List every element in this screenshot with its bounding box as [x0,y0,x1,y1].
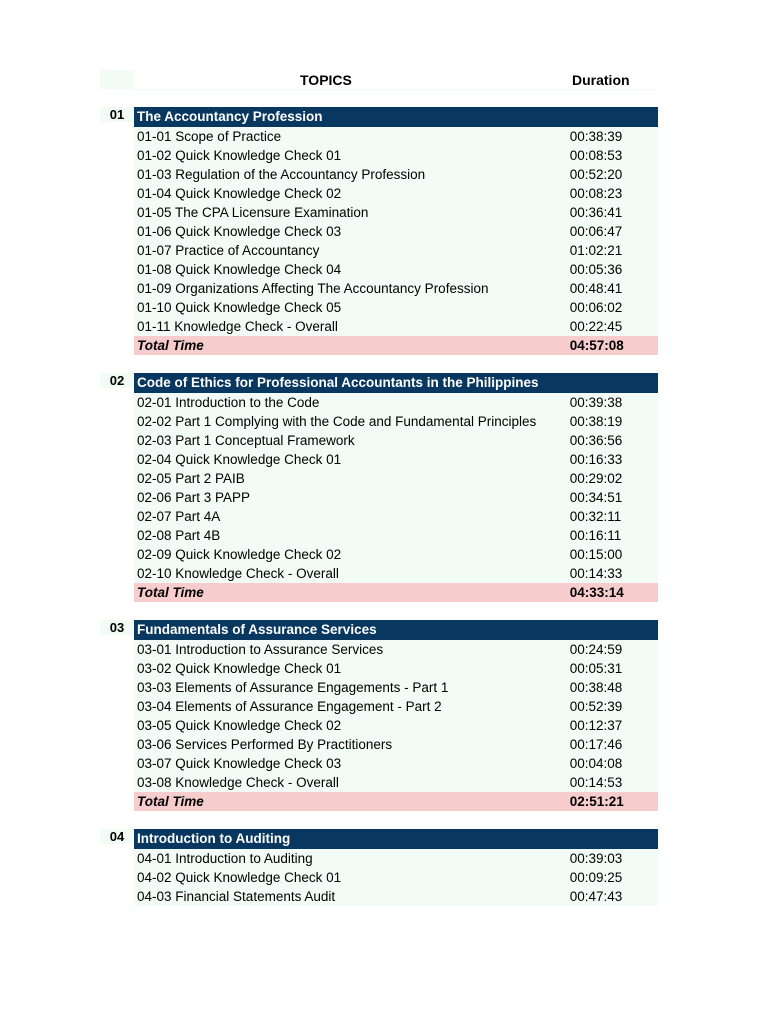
duration-cell: 00:38:39 [569,128,623,144]
table-row [134,222,658,241]
topic-cell: 02-07 Part 4A [137,508,221,524]
topic-cell: 01-02 Quick Knowledge Check 01 [137,147,342,163]
table-row [134,260,658,279]
duration-cell: 00:16:11 [569,527,622,543]
table-row [134,431,658,450]
total-duration: 02:51:21 [569,793,624,809]
table-row [134,241,658,260]
total-label: Total Time [137,584,204,600]
topic-cell: 01-08 Quick Knowledge Check 04 [137,261,342,277]
duration-cell: 00:15:00 [569,546,623,562]
topic-cell: 03-08 Knowledge Check - Overall [137,774,339,790]
sections-container [100,107,660,906]
table-row [134,754,658,773]
table-row [134,868,658,887]
total-label: Total Time [137,337,204,353]
section-number: 04 [100,829,134,844]
topic-cell: 01-09 Organizations Affecting The Accountancy Profession [137,280,489,296]
table-row [134,678,658,697]
table-row [134,317,658,336]
table-header [100,70,660,89]
table-row [134,773,658,792]
duration-cell: 00:14:33 [569,565,623,581]
section-title: Introduction to Auditing [134,829,658,849]
topic-cell: 01-04 Quick Knowledge Check 02 [137,185,342,201]
table-row [134,298,658,317]
total-duration: 04:57:08 [569,337,624,353]
duration-cell: 00:08:23 [569,185,623,201]
table-row [134,640,658,659]
topic-cell: 01-03 Regulation of the Accountancy Profession [137,166,426,182]
duration-cell: 00:16:33 [569,451,623,467]
total-row [134,583,658,602]
table-row [134,412,658,431]
topic-cell: 02-01 Introduction to the Code [137,394,320,410]
duration-cell: 00:38:19 [569,413,623,429]
table-row [134,488,658,507]
duration-cell: 00:48:41 [569,280,623,296]
duration-cell: 01:02:21 [569,242,623,258]
section-title: The Accountancy Profession [134,107,658,127]
section-body [134,373,658,602]
topic-cell: 03-06 Services Performed By Practitioners [137,736,393,752]
topic-cell: 02-02 Part 1 Complying with the Code and Fundamental Principles [137,413,537,429]
section-body [134,620,658,811]
topic-cell: 04-02 Quick Knowledge Check 01 [137,869,342,885]
table-row [134,393,658,412]
table-row [134,507,658,526]
table-row [134,203,658,222]
section-number: 02 [100,373,134,388]
topic-cell: 01-07 Practice of Accountancy [137,242,320,258]
topic-cell: 03-02 Quick Knowledge Check 01 [137,660,342,676]
topic-cell: 02-05 Part 2 PAIB [137,470,245,486]
topic-cell: 01-11 Knowledge Check - Overall [137,318,338,334]
topic-cell: 02-06 Part 3 PAPP [137,489,251,505]
topic-cell: 01-10 Quick Knowledge Check 05 [137,299,342,315]
table-row [134,184,658,203]
topic-cell: 03-05 Quick Knowledge Check 02 [137,717,342,733]
table-row [134,165,658,184]
duration-cell: 00:34:51 [569,489,623,505]
duration-cell: 00:06:02 [569,299,623,315]
duration-header: Duration [572,72,630,88]
topic-cell: 04-03 Financial Statements Audit [137,888,336,904]
course-topics-table [100,70,660,924]
duration-cell: 00:36:41 [569,204,623,220]
total-duration: 04:33:14 [569,584,624,600]
total-row [134,336,658,355]
duration-cell: 00:29:02 [569,470,623,486]
duration-cell: 00:09:25 [569,869,623,885]
table-row [134,279,658,298]
section-04 [100,829,660,906]
topics-header: TOPICS [300,72,352,88]
duration-cell: 00:05:36 [569,261,623,277]
section-02 [100,373,660,602]
table-row [134,526,658,545]
table-row [134,887,658,906]
topic-cell: 02-09 Quick Knowledge Check 02 [137,546,342,562]
total-label: Total Time [137,793,204,809]
section-03 [100,620,660,811]
topic-cell: 04-01 Introduction to Auditing [137,850,313,866]
table-row [134,545,658,564]
table-row [134,716,658,735]
duration-cell: 00:36:56 [569,432,623,448]
header-number-cell [100,70,134,89]
total-row [134,792,658,811]
table-row [134,659,658,678]
topic-cell: 03-07 Quick Knowledge Check 03 [137,755,342,771]
topic-cell: 01-06 Quick Knowledge Check 03 [137,223,342,239]
duration-cell: 00:39:03 [569,850,623,866]
duration-cell: 00:32:11 [569,508,622,524]
duration-cell: 00:52:39 [569,698,623,714]
section-01 [100,107,660,355]
topic-cell: 03-03 Elements of Assurance Engagements - Part 1 [137,679,449,695]
section-number: 01 [100,107,134,122]
duration-cell: 00:47:43 [569,888,623,904]
section-title: Fundamentals of Assurance Services [134,620,658,640]
section-body [134,829,658,906]
table-row [134,564,658,583]
duration-cell: 00:06:47 [569,223,623,239]
topic-cell: 03-04 Elements of Assurance Engagement - Part 2 [137,698,442,714]
duration-cell: 00:05:31 [569,660,623,676]
duration-cell: 00:52:20 [569,166,623,182]
duration-cell: 00:12:37 [569,717,623,733]
section-number: 03 [100,620,134,635]
table-row [134,469,658,488]
topic-cell: 02-04 Quick Knowledge Check 01 [137,451,342,467]
topic-cell: 03-01 Introduction to Assurance Services [137,641,384,657]
duration-cell: 00:39:38 [569,394,623,410]
table-row [134,450,658,469]
table-row [134,146,658,165]
table-row [134,849,658,868]
topic-cell: 02-10 Knowledge Check - Overall [137,565,339,581]
table-row [134,697,658,716]
duration-cell: 00:17:46 [569,736,623,752]
duration-cell: 00:14:53 [569,774,623,790]
table-row [134,735,658,754]
topic-cell: 02-03 Part 1 Conceptual Framework [137,432,355,448]
topic-cell: 02-08 Part 4B [137,527,221,543]
topic-cell: 01-05 The CPA Licensure Examination [137,204,369,220]
section-body [134,107,658,355]
section-title: Code of Ethics for Professional Accountants in the Philippines [134,373,658,393]
duration-cell: 00:22:45 [569,318,623,334]
duration-cell: 00:24:59 [569,641,623,657]
duration-cell: 00:04:08 [569,755,623,771]
topic-cell: 01-01 Scope of Practice [137,128,282,144]
duration-cell: 00:08:53 [569,147,623,163]
table-row [134,127,658,146]
duration-cell: 00:38:48 [569,679,623,695]
